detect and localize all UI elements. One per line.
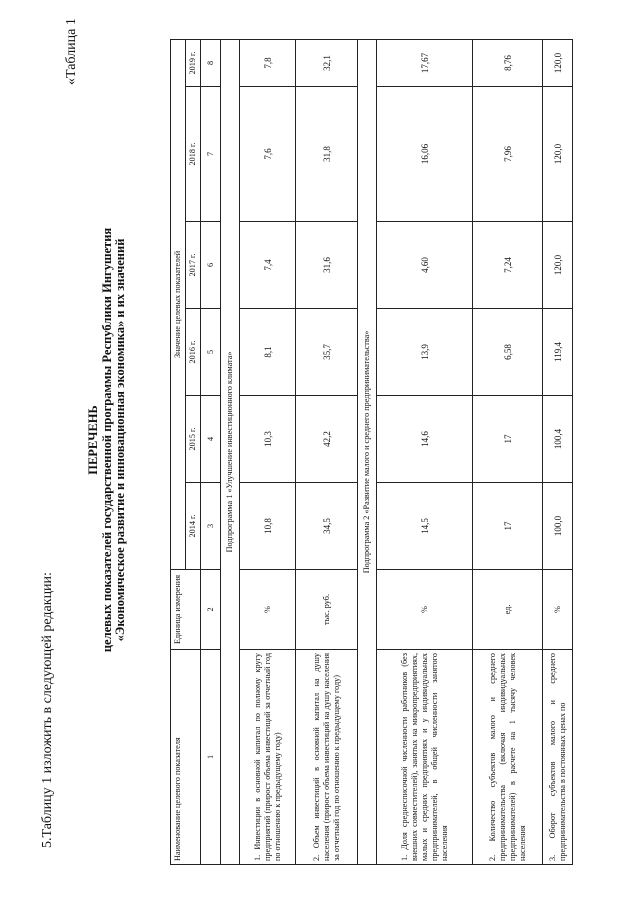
col-number: 4 [201, 396, 221, 483]
col-number: 3 [201, 483, 221, 570]
header-year: 2018 г. [186, 87, 201, 222]
header-year: 2015 г. [186, 396, 201, 483]
indicator-name: 1. Доля среднесписочной численности работников (без внешних совместителей), занятых на микропредприятиях, малых и средних предприятиях и у индивидуальных предпринимателей, в общей численности занятого населения [377, 650, 473, 865]
indicator-value: 6,58 [473, 309, 543, 396]
indicators-table [170, 39, 573, 865]
indicator-value: 17,67 [377, 39, 473, 86]
indicator-value: 7,8 [240, 39, 296, 86]
header-year: 2014 г. [186, 483, 201, 570]
indicator-name: 2. Объем инвестиций в основной капитал на душу населения (прирост объема инвестиций на душу населения за отчетный год по отношению к предыдущему году) [296, 650, 358, 865]
indicator-value: 31,8 [296, 87, 358, 222]
indicator-unit: % [377, 570, 473, 650]
header-year: 2016 г. [186, 309, 201, 396]
indicator-value: 7,6 [240, 87, 296, 222]
col-number: 2 [201, 570, 221, 650]
indicator-value: 34,5 [296, 483, 358, 570]
col-number: 7 [201, 87, 221, 222]
indicator-name: 2. Количество субъектов малого и среднего предпринимательства (включая индивидуальных предпринимателей) в расчете на 1 тысячу человек населения [473, 650, 543, 865]
indicator-value: 120,0 [543, 222, 573, 309]
col-number: 6 [201, 222, 221, 309]
indicator-value: 119,4 [543, 309, 573, 396]
indicator-name: 1. Инвестиции в основной капитал по полному кругу предприятий (прирост объема инвестиций за отчетный год по отношению к предыдущему году) [240, 650, 296, 865]
col-number: 8 [201, 39, 221, 86]
header-year: 2017 г. [186, 222, 201, 309]
indicator-value: 10,3 [240, 396, 296, 483]
table-header-row [171, 39, 186, 864]
indicator-value: 35,7 [296, 309, 358, 396]
indicator-value: 8,76 [473, 39, 543, 86]
indicator-value: 31,6 [296, 222, 358, 309]
document-heading [87, 115, 128, 765]
heading-line-3: «Экономическое развитие и инновационная экономика» и их значений [113, 238, 127, 642]
indicator-unit: тыс. руб. [296, 570, 358, 650]
indicator-value: 7,96 [473, 87, 543, 222]
indicator-name: 3. Оборот субъектов малого и среднего предпринимательства в постоянных ценах по [543, 650, 573, 865]
col-number: 5 [201, 309, 221, 396]
heading-line-2: целевых показателей государственной программы Республики Ингушетия [99, 227, 114, 653]
subprogram-row [358, 39, 377, 864]
table-row [473, 39, 543, 864]
indicator-value: 17 [473, 483, 543, 570]
subprogram-2-title: Подпрограмма 2 «Развитие малого и среднего предпринимательства» [358, 39, 377, 864]
indicator-value: 17 [473, 396, 543, 483]
indicator-value: 4,60 [377, 222, 473, 309]
header-values: Значение целевых показателей [171, 39, 186, 569]
heading-title: ПЕРЕЧЕНЬ [86, 405, 100, 475]
header-unit: Единица измерения [171, 570, 201, 650]
indicator-value: 13,9 [377, 309, 473, 396]
indicator-value: 32,1 [296, 39, 358, 86]
indicator-value: 7,24 [473, 222, 543, 309]
indicator-unit: % [543, 570, 573, 650]
subprogram-1-title: Подпрограмма 1 «Улучшение инвестиционного климата» [221, 39, 240, 864]
indicator-value: 14,5 [377, 483, 473, 570]
table-row [543, 39, 573, 864]
indicator-value: 100,0 [543, 483, 573, 570]
indicator-value: 7,4 [240, 222, 296, 309]
header-name: Наименование целевого показателя [171, 650, 201, 865]
header-year: 2019 г. [186, 39, 201, 86]
table-row [296, 39, 358, 864]
table-row [377, 39, 473, 864]
col-number: 1 [201, 650, 221, 865]
intro-text: 5.Таблицу 1 изложить в следующей редакции: [40, 572, 55, 848]
indicator-unit: % [240, 570, 296, 650]
indicator-value: 120,0 [543, 39, 573, 86]
indicator-value: 120,0 [543, 87, 573, 222]
table-reference: «Таблица 1 [64, 18, 79, 85]
indicator-value: 8,1 [240, 309, 296, 396]
table-row [240, 39, 296, 864]
subprogram-row [221, 39, 240, 864]
indicator-value: 42,2 [296, 396, 358, 483]
indicator-value: 100,4 [543, 396, 573, 483]
indicator-value: 14,6 [377, 396, 473, 483]
indicator-value: 10,8 [240, 483, 296, 570]
indicator-unit: ед. [473, 570, 543, 650]
column-numbers-row [201, 39, 221, 864]
indicator-value: 16,06 [377, 87, 473, 222]
